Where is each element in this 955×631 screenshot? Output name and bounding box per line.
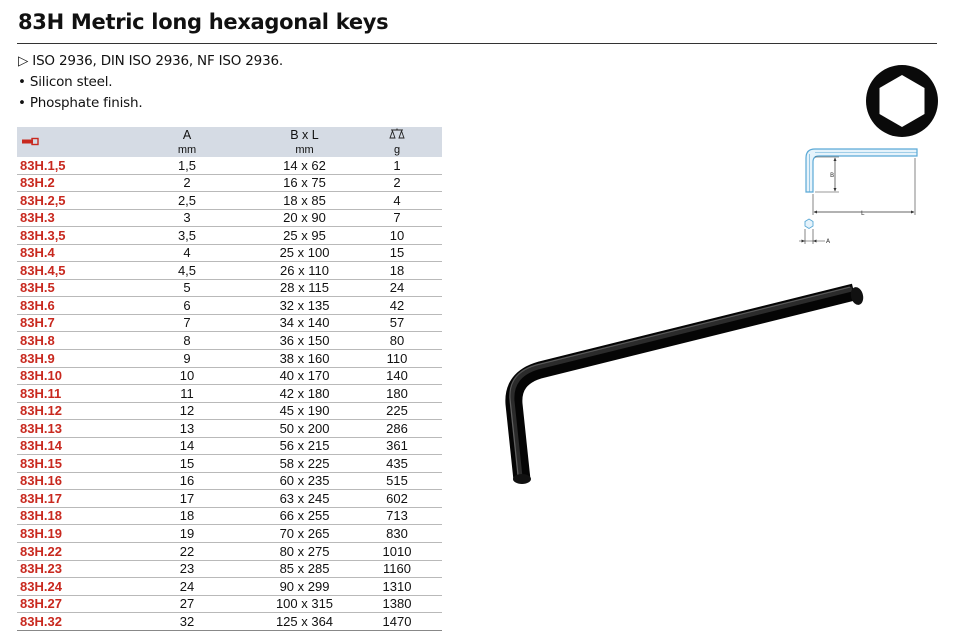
size-bxl-cell: 32 x 135: [257, 297, 352, 315]
table-row: [17, 595, 442, 613]
table-row: [17, 279, 442, 297]
weight-cell: 80: [352, 332, 442, 350]
size-a-cell: 6: [117, 297, 257, 315]
weight-cell: 361: [352, 437, 442, 455]
weight-cell: 830: [352, 525, 442, 543]
reference-cell: 83H.6: [17, 297, 117, 315]
table-row: [17, 543, 442, 561]
weight-cell: 10: [352, 227, 442, 245]
reference-column-header: [17, 127, 117, 157]
table-row: [17, 472, 442, 490]
size-a-cell: 7: [117, 314, 257, 332]
spec-finish: [18, 95, 142, 111]
table-row: [17, 262, 442, 280]
reference-cell: 83H.9: [17, 350, 117, 368]
table-row: [17, 227, 442, 245]
size-bxl-cell: 90 x 299: [257, 578, 352, 596]
size-a-cell: 23: [117, 560, 257, 578]
column-header-a: [117, 127, 257, 157]
reference-cell: 83H.4: [17, 244, 117, 262]
size-a-cell: 4: [117, 244, 257, 262]
dimension-label-b: B: [830, 172, 835, 179]
size-a-cell: 3: [117, 209, 257, 227]
reference-cell: 83H.4,5: [17, 262, 117, 280]
reference-cell: 83H.27: [17, 595, 117, 613]
size-a-cell: 16: [117, 472, 257, 490]
page-title: 83H Metric long hexagonal keys: [18, 10, 389, 34]
size-bxl-cell: 63 x 245: [257, 490, 352, 508]
weight-cell: 110: [352, 350, 442, 368]
reference-cell: 83H.1,5: [17, 157, 117, 174]
size-a-cell: 19: [117, 525, 257, 543]
size-bxl-cell: 60 x 235: [257, 472, 352, 490]
weight-cell: 2: [352, 174, 442, 192]
size-bxl-cell: 25 x 95: [257, 227, 352, 245]
spec-material: [18, 74, 112, 90]
reference-cell: 83H.17: [17, 490, 117, 508]
size-bxl-cell: 85 x 285: [257, 560, 352, 578]
spec-text: Silicon steel.: [29, 74, 113, 90]
size-bxl-cell: 42 x 180: [257, 385, 352, 403]
size-a-cell: 32: [117, 613, 257, 631]
size-a-cell: 15: [117, 455, 257, 473]
hex-key-illustration: [492, 282, 872, 487]
size-table-body: [17, 157, 442, 630]
weight-cell: 1310: [352, 578, 442, 596]
size-a-cell: 4,5: [117, 262, 257, 280]
reference-cell: 83H.15: [17, 455, 117, 473]
column-unit: g: [393, 144, 401, 156]
reference-cell: 83H.16: [17, 472, 117, 490]
size-bxl-cell: 58 x 225: [257, 455, 352, 473]
size-bxl-cell: 14 x 62: [257, 157, 352, 174]
size-a-cell: 5: [117, 279, 257, 297]
table-row: [17, 157, 442, 174]
size-bxl-cell: 40 x 170: [257, 367, 352, 385]
table-row: [17, 420, 442, 438]
size-bxl-cell: 20 x 90: [257, 209, 352, 227]
reference-cell: 83H.2: [17, 174, 117, 192]
table-row: [17, 192, 442, 210]
size-bxl-cell: 100 x 315: [257, 595, 352, 613]
weight-cell: 180: [352, 385, 442, 403]
weight-cell: 24: [352, 279, 442, 297]
table-row: [17, 385, 442, 403]
size-bxl-cell: 26 x 110: [257, 262, 352, 280]
weight-cell: 42: [352, 297, 442, 315]
hexagon-icon: [865, 64, 939, 138]
reference-cell: 83H.11: [17, 385, 117, 403]
weight-cell: 602: [352, 490, 442, 508]
size-a-cell: 22: [117, 543, 257, 561]
column-unit: mm: [295, 144, 314, 156]
column-header-weight: [352, 127, 442, 157]
column-label: A: [182, 128, 192, 142]
size-a-cell: 18: [117, 507, 257, 525]
weight-cell: 225: [352, 402, 442, 420]
size-table: [17, 127, 442, 631]
reference-cell: 83H.23: [17, 560, 117, 578]
table-row: [17, 613, 442, 631]
reference-cell: 83H.13: [17, 420, 117, 438]
table-row: [17, 367, 442, 385]
dimension-diagram: [795, 140, 925, 255]
size-a-cell: 2,5: [117, 192, 257, 210]
weight-cell: 7: [352, 209, 442, 227]
size-a-cell: 8: [117, 332, 257, 350]
reference-cell: 83H.32: [17, 613, 117, 631]
weight-cell: 1380: [352, 595, 442, 613]
size-bxl-cell: 25 x 100: [257, 244, 352, 262]
size-bxl-cell: 56 x 215: [257, 437, 352, 455]
weight-cell: 435: [352, 455, 442, 473]
table-row: [17, 525, 442, 543]
spec-text: ISO 2936, DIN ISO 2936, NF ISO 2936.: [32, 53, 283, 69]
column-header-bxl: [257, 127, 352, 157]
size-bxl-cell: 66 x 255: [257, 507, 352, 525]
size-a-cell: 24: [117, 578, 257, 596]
title-divider: [17, 43, 937, 44]
size-a-cell: 10: [117, 367, 257, 385]
size-a-cell: 27: [117, 595, 257, 613]
weight-cell: 4: [352, 192, 442, 210]
size-a-cell: 9: [117, 350, 257, 368]
reference-cell: 83H.10: [17, 367, 117, 385]
dimension-label-l: L: [861, 210, 865, 217]
weight-cell: 15: [352, 244, 442, 262]
table-row: [17, 174, 442, 192]
size-bxl-cell: 36 x 150: [257, 332, 352, 350]
spec-standard: [18, 53, 283, 69]
reference-cell: 83H.24: [17, 578, 117, 596]
reference-cell: 83H.14: [17, 437, 117, 455]
reference-cell: 83H.7: [17, 314, 117, 332]
column-label: B x L: [290, 128, 319, 142]
reference-cell: 83H.2,5: [17, 192, 117, 210]
weight-cell: 140: [352, 367, 442, 385]
reference-cell: 83H.5: [17, 279, 117, 297]
reference-cell: 83H.19: [17, 525, 117, 543]
size-bxl-cell: 125 x 364: [257, 613, 352, 631]
size-a-cell: 13: [117, 420, 257, 438]
size-a-cell: 17: [117, 490, 257, 508]
table-header-row: [17, 127, 442, 157]
size-bxl-cell: 38 x 160: [257, 350, 352, 368]
reference-cell: 83H.8: [17, 332, 117, 350]
size-bxl-cell: 16 x 75: [257, 174, 352, 192]
table-row: [17, 507, 442, 525]
table-row: [17, 437, 442, 455]
table-row: [17, 402, 442, 420]
reference-cell: 83H.3,5: [17, 227, 117, 245]
scale-icon: [389, 128, 405, 139]
weight-cell: 515: [352, 472, 442, 490]
table-row: [17, 455, 442, 473]
bullet-icon: •: [18, 95, 26, 111]
size-a-cell: 1,5: [117, 157, 257, 174]
weight-cell: 57: [352, 314, 442, 332]
weight-cell: 1010: [352, 543, 442, 561]
reference-cell: 83H.18: [17, 507, 117, 525]
size-a-cell: 2: [117, 174, 257, 192]
dimension-label-a: A: [826, 238, 831, 245]
size-bxl-cell: 18 x 85: [257, 192, 352, 210]
size-a-cell: 12: [117, 402, 257, 420]
weight-cell: 18: [352, 262, 442, 280]
bullet-icon: •: [18, 74, 26, 90]
size-bxl-cell: 50 x 200: [257, 420, 352, 438]
table-row: [17, 314, 442, 332]
reference-cell: 83H.12: [17, 402, 117, 420]
table-row: [17, 578, 442, 596]
size-bxl-cell: 80 x 275: [257, 543, 352, 561]
weight-cell: 286: [352, 420, 442, 438]
table-row: [17, 209, 442, 227]
size-a-cell: 11: [117, 385, 257, 403]
weight-cell: 1160: [352, 560, 442, 578]
spec-text: Phosphate finish.: [29, 95, 143, 111]
column-unit: mm: [177, 144, 197, 156]
reference-cell: 83H.22: [17, 543, 117, 561]
triangle-marker-icon: ▷: [18, 53, 29, 69]
key-icon: [22, 137, 40, 146]
size-bxl-cell: 34 x 140: [257, 314, 352, 332]
size-a-cell: 14: [117, 437, 257, 455]
table-row: [17, 560, 442, 578]
weight-cell: 1470: [352, 613, 442, 631]
table-row: [17, 297, 442, 315]
weight-cell: 1: [352, 157, 442, 174]
size-bxl-cell: 28 x 115: [257, 279, 352, 297]
size-bxl-cell: 45 x 190: [257, 402, 352, 420]
weight-cell: 713: [352, 507, 442, 525]
table-row: [17, 244, 442, 262]
reference-cell: 83H.3: [17, 209, 117, 227]
table-row: [17, 332, 442, 350]
table-row: [17, 490, 442, 508]
size-bxl-cell: 70 x 265: [257, 525, 352, 543]
size-a-cell: 3,5: [117, 227, 257, 245]
table-row: [17, 350, 442, 368]
